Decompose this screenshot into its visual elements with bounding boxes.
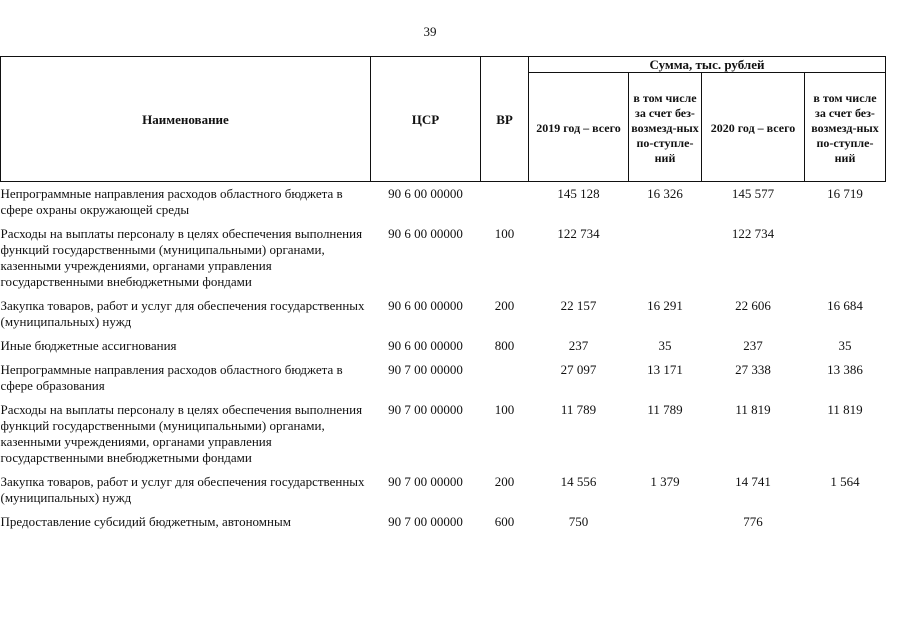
header-2019-total: 2019 год – всего	[529, 73, 629, 182]
row-2019-total: 11 789	[560, 402, 597, 417]
table-row	[1, 358, 886, 398]
row-vr: 100	[494, 226, 515, 241]
row-2019-total: 750	[568, 514, 589, 529]
table-header	[1, 57, 886, 182]
row-2020-total: 22 606	[735, 298, 771, 313]
header-vr: ВР	[481, 57, 529, 182]
header-csr: ЦСР	[371, 57, 481, 182]
row-vr: 200	[494, 298, 515, 313]
row-2020-total: 145 577	[731, 186, 775, 201]
row-name: Непрограммные направления расходов областного бюджета в сфере образования	[0, 362, 343, 393]
header-2020-total: 2020 год – всего	[702, 73, 805, 182]
row-2019-gratuitous: 16 291	[647, 298, 683, 313]
row-2019-total: 122 734	[557, 226, 600, 241]
row-2020-gratuitous	[805, 222, 886, 294]
table-row	[1, 398, 886, 470]
header-2020-gratuitous: в том числе за счет без-возмезд-ных по-ступле-ний	[805, 73, 886, 182]
row-name: Расходы на выплаты персоналу в целях обеспечения выполнения функций государственными (муниципальными) органами, казенными учреждениями, органами управления государственными внебюджетными фондами	[0, 402, 363, 465]
row-vr: 100	[494, 402, 515, 417]
table-row	[1, 470, 886, 510]
row-csr: 90 7 00 00000	[388, 514, 463, 529]
row-vr: 200	[494, 474, 515, 489]
row-name: Закупка товаров, работ и услуг для обеспечения государственных (муниципальных) нужд	[0, 474, 365, 505]
row-2020-gratuitous: 13 386	[827, 362, 863, 377]
row-2020-total: 27 338	[735, 362, 771, 377]
row-2019-gratuitous: 11 789	[647, 402, 683, 417]
row-csr: 90 6 00 00000	[388, 298, 463, 313]
row-2020-total: 237	[743, 338, 763, 353]
row-name: Непрограммные направления расходов областного бюджета в сфере охраны окружающей среды	[0, 186, 343, 217]
row-2020-total: 14 741	[735, 474, 771, 489]
row-2020-gratuitous: 35	[838, 338, 852, 353]
row-2019-gratuitous: 35	[658, 338, 672, 353]
row-2020-total: 11 819	[735, 402, 771, 417]
table-row	[1, 222, 886, 294]
row-2019-total: 22 157	[560, 298, 597, 313]
row-2020-gratuitous: 1 564	[830, 474, 860, 489]
row-2020-gratuitous: 16 719	[827, 186, 863, 201]
table-row	[1, 294, 886, 334]
row-vr: 800	[494, 338, 515, 353]
table-row	[1, 334, 886, 358]
row-csr: 90 7 00 00000	[388, 362, 463, 377]
row-csr: 90 7 00 00000	[388, 474, 463, 489]
row-name: Расходы на выплаты персоналу в целях обеспечения выполнения функций государственными (муниципальными) органами, казенными учреждениями, органами управления государственными внебюджетными фондами	[0, 226, 363, 289]
row-name: Предоставление субсидий бюджетным, автономным	[0, 514, 291, 529]
table-row	[1, 182, 886, 223]
row-2019-gratuitous	[629, 510, 702, 534]
row-name: Закупка товаров, работ и услуг для обеспечения государственных (муниципальных) нужд	[0, 298, 365, 329]
row-2020-gratuitous	[805, 510, 886, 534]
header-sum-group: Сумма, тыс. рублей	[529, 57, 886, 73]
page-number: 39	[423, 24, 437, 39]
header-name: Наименование	[1, 57, 371, 182]
row-2020-total: 776	[743, 514, 763, 529]
row-vr	[481, 358, 529, 398]
row-2019-total: 14 556	[560, 474, 597, 489]
row-csr: 90 6 00 00000	[388, 226, 463, 241]
row-vr	[481, 182, 529, 223]
row-2020-gratuitous: 16 684	[827, 298, 863, 313]
row-2019-total: 237	[568, 338, 589, 353]
row-2019-gratuitous: 16 326	[647, 186, 683, 201]
row-name: Иные бюджетные ассигнования	[0, 338, 177, 353]
table-body	[1, 182, 886, 535]
row-2020-gratuitous: 11 819	[827, 402, 863, 417]
header-2019-gratuitous: в том числе за счет без-возмезд-ных по-ступле-ний	[629, 73, 702, 182]
row-2019-gratuitous	[629, 222, 702, 294]
table-row	[1, 510, 886, 534]
row-2019-gratuitous: 13 171	[647, 362, 683, 377]
row-csr: 90 6 00 00000	[388, 186, 463, 201]
budget-table	[0, 56, 886, 534]
row-2020-total: 122 734	[731, 226, 775, 241]
row-csr: 90 7 00 00000	[388, 402, 463, 417]
row-2019-gratuitous: 1 379	[650, 474, 680, 489]
row-2019-total: 145 128	[557, 186, 600, 201]
row-2019-total: 27 097	[560, 362, 597, 377]
row-csr: 90 6 00 00000	[388, 338, 463, 353]
row-vr: 600	[494, 514, 515, 529]
